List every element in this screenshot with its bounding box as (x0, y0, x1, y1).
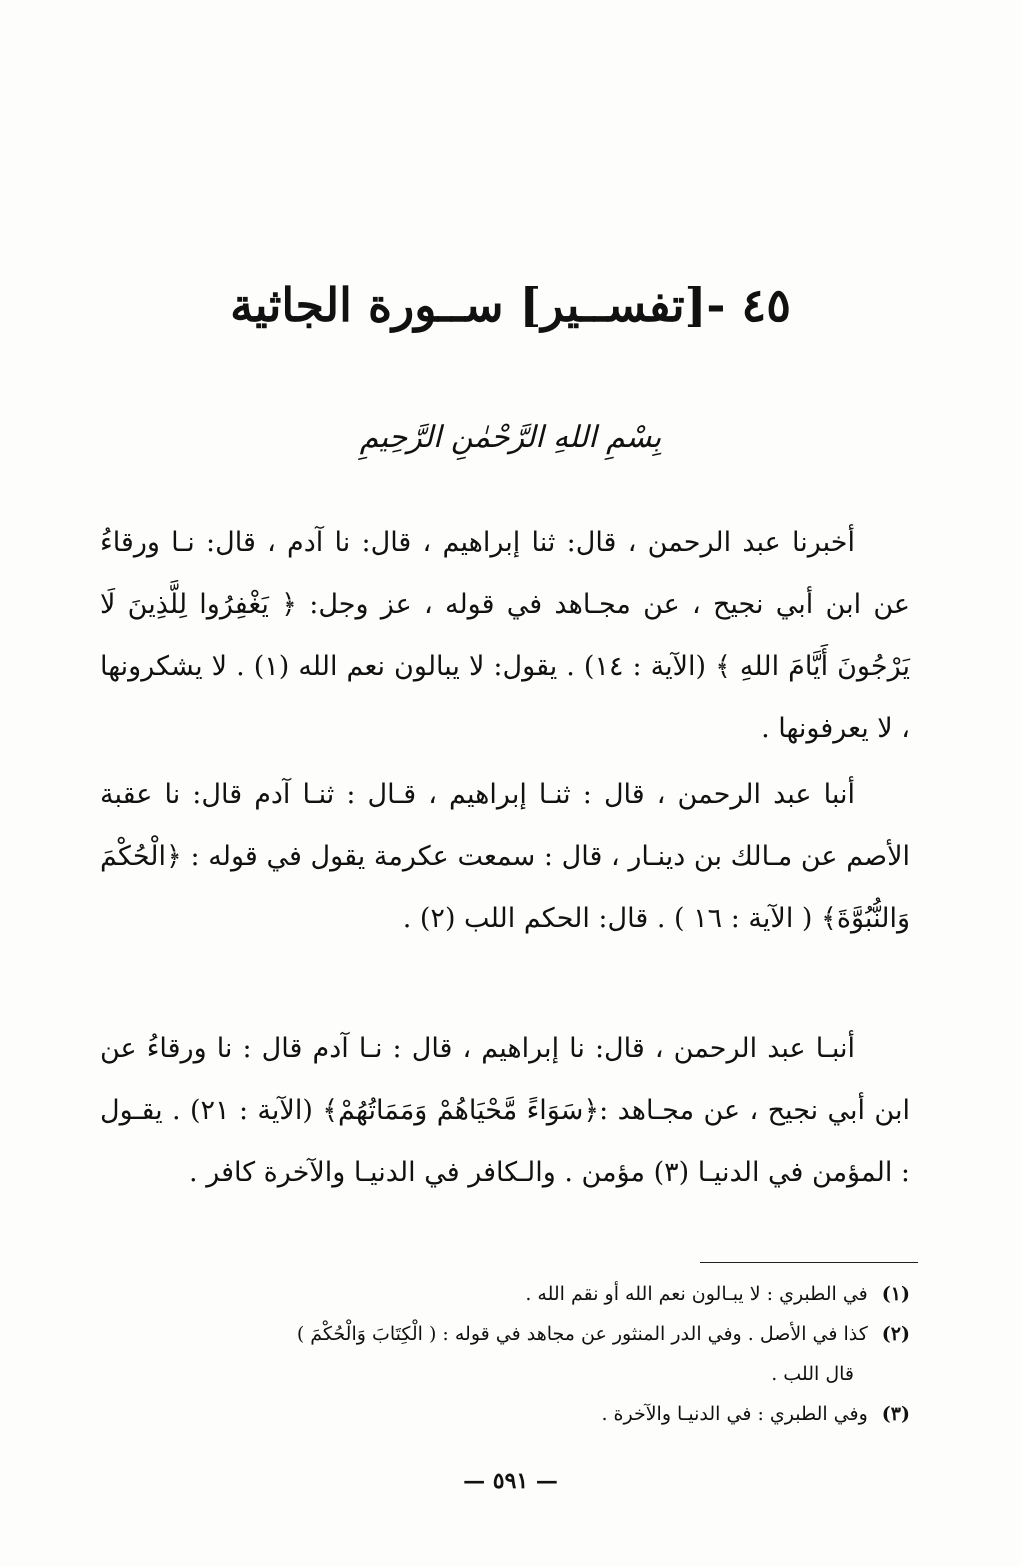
footnote-text: وفي الطبري : في الدنيـا والآخرة . (601, 1403, 868, 1425)
footnote-text: في الطبري : لا يبـالون نعم الله أو نقم الله . (525, 1283, 868, 1305)
paragraph-3-text: أنبـا عبد الرحمن ، قال: نا إبراهيم ، قال : نـا آدم قال : نا ورقاءُ عن ابن أبي نجيح ، عن مجـاهد :﴿سَوَاءً مَّحْيَاهُمْ وَمَمَاتُهُمْ﴾ (الآية : ٢١) . يقـول : المؤمن في الدنيـا (٣) مؤمن . والـكافر في الدنيـا والآخرة كافر . (100, 1033, 910, 1188)
page-number: — ٥٩١ — (463, 1468, 558, 1494)
surah-title: ٤٥ -[تفســير] ســورة الجاثية (230, 278, 791, 332)
paragraph-2 (100, 764, 910, 950)
footnote-number: (٢) (881, 1323, 910, 1345)
footnote-divider (700, 1262, 918, 1263)
footnote-number: (١) (881, 1283, 910, 1305)
footnote-3 (100, 1394, 910, 1434)
paragraph-3 (100, 1018, 910, 1204)
footnotes (100, 1274, 910, 1434)
paragraph-1-text: أخبرنا عبد الرحمن ، قال: ثنا إبراهيم ، قال: نا آدم ، قال: نـا ورقاءُ عن ابن أبي نجيح ، عن مجـاهد في قوله ، عز وجل: ﴿ يَغْفِرُوا لِلَّذِينَ لَا يَرْجُونَ أَيَّامَ اللهِ ﴾ (الآية : ١٤) . يقول: لا يبالون نعم الله (١) . لا يشكرونها ، لا يعرفونها . (100, 527, 910, 744)
footnote-2 (100, 1314, 910, 1354)
footnote-text: كذا في الأصل . وفي الدر المنثور عن مجاهد في قوله : ( الْكِتَابَ وَالْحُكْمَ ) (296, 1323, 868, 1345)
footnote-number: (٣) (881, 1403, 910, 1425)
paragraph-1 (100, 512, 910, 760)
paragraph-2-text: أنبا عبد الرحمن ، قال : ثنـا إبراهيم ، قـال : ثنـا آدم قال: نا عقبة الأصم عن مـالك بن دينـار ، قال : سمعت عكرمة يقول في قوله : ﴿الْحُكْمَ وَالنُّبُوَّةَ﴾ ( الآية : ١٦ ) . قال: الحكم اللب (٢) . (100, 779, 910, 934)
footnote-1 (100, 1274, 910, 1314)
basmala: بِسْمِ اللهِ الرَّحْمٰنِ الرَّحِيمِ (359, 420, 662, 455)
footnote-2-continuation: قال اللب . (771, 1363, 854, 1385)
